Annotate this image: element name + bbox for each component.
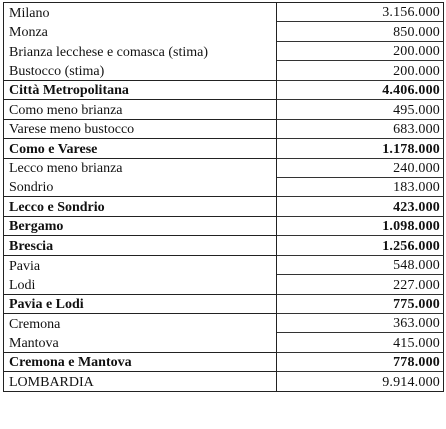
population-value-cell: 200.000 <box>277 61 444 80</box>
table-row <box>4 372 444 391</box>
table-row <box>4 119 444 138</box>
population-value-cell: 683.000 <box>277 119 444 138</box>
population-value-cell: 363.000 <box>277 314 444 333</box>
population-value-cell: 1.178.000 <box>277 139 444 158</box>
area-name-cell: Brianza lecchese e comasca (stima) <box>4 41 277 60</box>
table-row <box>4 139 444 158</box>
population-value-cell: 3.156.000 <box>277 3 444 22</box>
table-row <box>4 255 444 274</box>
population-value-cell: 423.000 <box>277 197 444 216</box>
table-row <box>4 100 444 119</box>
table-row <box>4 197 444 216</box>
table-row <box>4 314 444 333</box>
population-value-cell: 4.406.000 <box>277 80 444 99</box>
population-value-cell: 200.000 <box>277 41 444 60</box>
table-row <box>4 333 444 352</box>
population-value-cell: 240.000 <box>277 158 444 177</box>
population-table-body <box>4 3 444 392</box>
area-name-cell: Lecco e Sondrio <box>4 197 277 216</box>
population-value-cell: 495.000 <box>277 100 444 119</box>
population-value-cell: 183.000 <box>277 177 444 196</box>
table-row <box>4 294 444 313</box>
area-name-cell: Sondrio <box>4 177 277 196</box>
area-name-cell: Como meno brianza <box>4 100 277 119</box>
area-name-cell: Pavia e Lodi <box>4 294 277 313</box>
area-name-cell: Bergamo <box>4 216 277 235</box>
area-name-cell: Bustocco (stima) <box>4 61 277 80</box>
population-value-cell: 778.000 <box>277 352 444 371</box>
area-name-cell: Mantova <box>4 333 277 352</box>
table-row <box>4 41 444 60</box>
table-row <box>4 61 444 80</box>
table-row <box>4 352 444 371</box>
population-value-cell: 415.000 <box>277 333 444 352</box>
area-name-cell: Lodi <box>4 275 277 294</box>
table-row <box>4 22 444 41</box>
table-row <box>4 3 444 22</box>
population-value-cell: 227.000 <box>277 275 444 294</box>
area-name-cell: Lecco meno brianza <box>4 158 277 177</box>
population-value-cell: 775.000 <box>277 294 444 313</box>
population-table <box>3 2 444 392</box>
area-name-cell: Brescia <box>4 236 277 255</box>
table-row <box>4 275 444 294</box>
table-row <box>4 80 444 99</box>
table-row <box>4 236 444 255</box>
area-name-cell: Milano <box>4 3 277 22</box>
population-value-cell: 1.098.000 <box>277 216 444 235</box>
area-name-cell: Città Metropolitana <box>4 80 277 99</box>
table-row <box>4 216 444 235</box>
table-row <box>4 177 444 196</box>
area-name-cell: Como e Varese <box>4 139 277 158</box>
population-value-cell: 1.256.000 <box>277 236 444 255</box>
population-document <box>3 2 443 392</box>
table-row <box>4 158 444 177</box>
area-name-cell: Monza <box>4 22 277 41</box>
population-value-cell: 850.000 <box>277 22 444 41</box>
population-value-cell: 9.914.000 <box>277 372 444 391</box>
area-name-cell: Cremona <box>4 314 277 333</box>
population-value-cell: 548.000 <box>277 255 444 274</box>
area-name-cell: Pavia <box>4 255 277 274</box>
area-name-cell: Varese meno bustocco <box>4 119 277 138</box>
area-name-cell: LOMBARDIA <box>4 372 277 391</box>
area-name-cell: Cremona e Mantova <box>4 352 277 371</box>
